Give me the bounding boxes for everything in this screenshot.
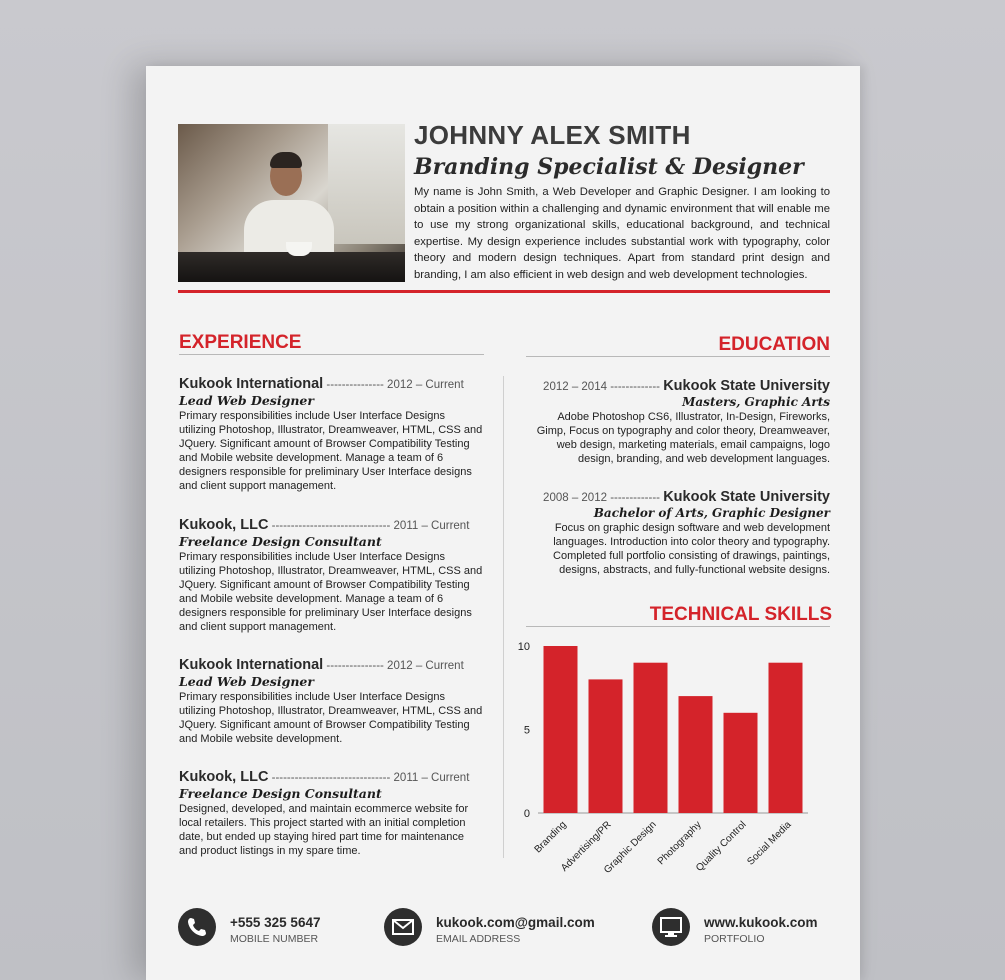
date-range: ------------------------------- 2011 – Current [268,520,470,532]
education-underline [526,356,830,357]
job-description: Primary responsibilities include User Interface Designs utilizing Photoshop, Illustrator, Dreamweaver, HTML, CSS and JQuery. Significant amount of Browser Compatibility Testing and Mobile website development. [179,691,483,745]
education-heading: EDUCATION [718,334,830,355]
skills-heading: TECHNICAL SKILLS [649,604,832,625]
experience-item [179,376,484,493]
profile-photo [178,124,405,282]
date-range: --------------- 2012 – Current [323,660,464,672]
monitor-icon [652,908,690,946]
bio-text: My name is John Smith, a Web Developer and Graphic Designer. I am looking to obtain a position within a challenging and dynamic environment that will enable me to use my strong organizational skills, educational background, and technical expertise. My design experience includes substantial work with typography, color theory and modern design techniques. Apart from standard print design and branding, I am also efficient in web design and web development technologies. [414,186,830,281]
bar-branding [544,646,578,813]
education-item [526,378,830,466]
skills-bar-chart [512,636,832,876]
y-tick-label: 10 [517,641,530,653]
phone-label: MOBILE NUMBER [230,933,319,945]
date-range: 2012 – 2014 ------------- [543,381,664,393]
experience-underline [179,354,484,355]
job-description: Primary responsibilities include User Interface Designs utilizing Photoshop, Illustrator, Dreamweaver, HTML, CSS and JQuery. Significant amount of Browser Compatibility Testing and Mobile website development. Manage a team of 6 designers responsible for preliminary User Interface designs and client support management. [179,551,483,633]
x-tick-label: Advertising/PR [559,819,614,874]
experience-item [179,657,484,746]
header-divider [178,290,830,293]
x-tick-label: Social Media [745,819,794,868]
degree: Bachelor of Arts, Graphic Designer [593,506,830,520]
bar-advertising-pr [589,679,623,813]
x-tick-label: Graphic Design [602,819,659,876]
y-tick-label: 0 [523,808,530,820]
column-divider [503,376,504,858]
email-icon [384,908,422,946]
bar-quality-control [724,713,758,813]
experience-heading: EXPERIENCE [179,332,302,353]
email-label: EMAIL ADDRESS [436,933,521,945]
phone-icon [178,908,216,946]
job-title: Lead Web Designer [179,393,314,408]
job-title: Lead Web Designer [179,674,314,689]
education-description: Adobe Photoshop CS6, Illustrator, In-Design, Fireworks, Gimp, Focus on typography and color theory, Dreamweaver, web design, marketing materials, email campaigns, logo design, branding, and web development languages. [536,411,830,465]
education-item [526,489,830,577]
job-description: Designed, developed, and maintain ecommerce website for local retailers. This project started with an initial completion date, but ended up staying hired part time for maintenance and product listings in my spare time. [179,803,469,857]
x-tick-label: Branding [532,819,569,856]
portfolio-url[interactable]: www.kukook.com [704,915,818,930]
bar-social-media [769,663,803,813]
company-name: Kukook, LLC [179,769,269,785]
portfolio-label: PORTFOLIO [704,933,765,945]
email-address[interactable]: kukook.com@gmail.com [436,915,595,930]
date-range: 2008 – 2012 ------------- [543,492,664,504]
experience-item [179,769,484,858]
y-tick-label: 5 [523,724,530,737]
experience-item [179,517,484,634]
person-name: JOHNNY ALEX SMITH [414,120,691,150]
bar-graphic-design [634,663,668,813]
company-name: Kukook International [179,657,324,673]
degree: Masters, Graphic Arts [682,395,830,409]
date-range: ------------------------------- 2011 – Current [268,772,470,784]
company-name: Kukook International [179,376,324,392]
education-description: Focus on graphic design software and web development languages. Introduction into color theory and typography. Completed full portfolio consisting of drawings, paintings, designs, abstracts, and fully-functional website designs. [553,522,830,576]
school-name: Kukook State University [663,378,830,394]
job-description: Primary responsibilities include User Interface Designs utilizing Photoshop, Illustrator, Dreamweaver, HTML, CSS and JQuery. Significant amount of Browser Compatibility Testing and Mobile website development. Manage a team of 6 designers responsible for preliminary User Interface designs and client support management. [179,410,483,492]
phone-number[interactable]: +555 325 5647 [230,915,321,930]
job-title: Freelance Design Consultant [179,786,382,801]
job-title: Freelance Design Consultant [179,534,382,549]
company-name: Kukook, LLC [179,517,269,533]
bar-photography [679,696,713,813]
school-name: Kukook State University [663,489,830,505]
resume-page [146,66,860,980]
skills-underline [526,626,830,627]
x-tick-label: Quality Control [694,819,749,874]
x-tick-label: Photography [655,819,704,868]
person-role: Branding Specialist & Designer [414,154,804,180]
date-range: --------------- 2012 – Current [323,379,464,391]
